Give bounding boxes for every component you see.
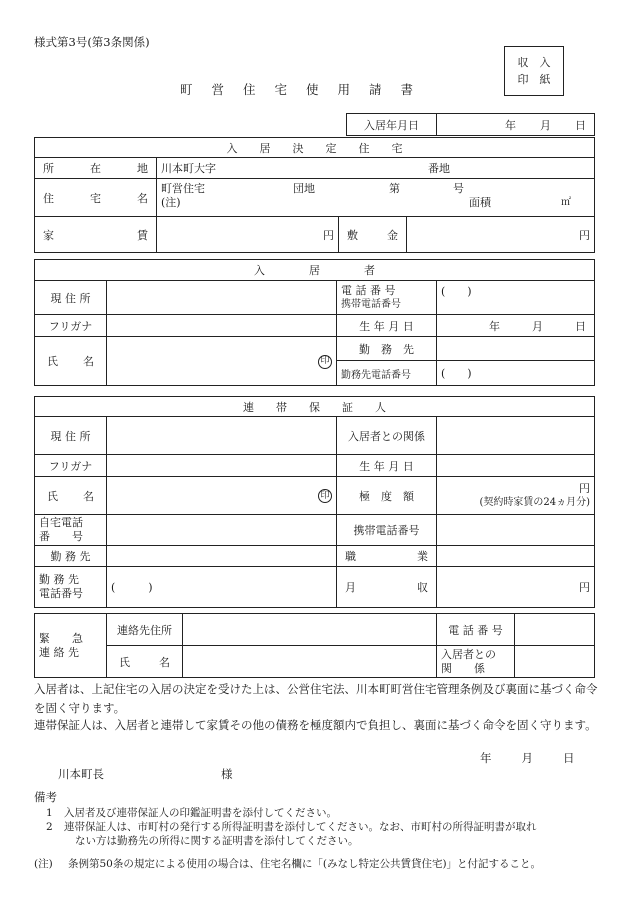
resident-name-label: 氏 名: [35, 337, 107, 386]
emergency-phone-label: 電 話 番 号: [437, 614, 515, 646]
resident-address-field[interactable]: [107, 281, 337, 315]
guarantor-limit-field[interactable]: [437, 477, 595, 515]
stamp-label-line2: 印 紙: [517, 73, 551, 86]
resident-seal-mark: 印: [318, 355, 332, 369]
resident-furigana-field[interactable]: [107, 315, 337, 337]
deposit-field[interactable]: [407, 217, 595, 253]
dai-label: 第: [389, 182, 400, 195]
note-2-line2: ない方は勤務先の所得に関する証明書を添付してください。: [75, 835, 359, 847]
emergency-name-label: 氏 名: [107, 646, 183, 678]
lot-number-label: 番地: [428, 162, 450, 175]
housing-prefix: 町営住宅: [161, 182, 205, 195]
rent-unit: 円: [323, 228, 334, 242]
stamp-label-line1: 収 入: [517, 56, 551, 69]
guarantor-home-phone-field[interactable]: [107, 515, 337, 546]
guarantor-home-phone-label: 自宅電話 番 号: [35, 515, 107, 546]
addressee-name: 川本町長: [58, 767, 104, 781]
move-in-date-label: 入居年月日: [347, 114, 437, 136]
guarantor-work-phone-label: 勤 務 先 電話番号: [35, 567, 107, 608]
rent-field[interactable]: [157, 217, 339, 253]
move-in-month-unit: 月: [540, 118, 551, 132]
note-2-number: 2: [46, 821, 53, 833]
area-unit: ㎡: [561, 197, 571, 208]
resident-work-phone-paren: ( ): [441, 367, 472, 380]
note-1: 入居者及び連帯保証人の印鑑証明書を添付してください。: [64, 807, 337, 819]
guarantor-name-label: 氏 名: [35, 477, 107, 515]
resident-name-field[interactable]: [107, 337, 337, 386]
resident-table: [34, 259, 595, 386]
note-2-line1: 連帯保証人は、市町村の発行する所得証明書を添付してください。なお、市町村の所得証明書が取れ: [64, 821, 537, 833]
guarantor-address-field[interactable]: [107, 417, 337, 455]
resident-phone-label: 電 話 番 号 携帯電話番号: [337, 281, 437, 315]
declaration-guarantor: 連帯保証人は、入居者と連帯して家賃その他の債務を極度額内で負担し、裏面に基づく命令を固く守ります。: [34, 718, 597, 732]
addressee-honorific: 様: [221, 767, 233, 781]
resident-phone-paren: ( ): [441, 285, 472, 298]
location-label: 所 在 地: [35, 158, 157, 179]
resident-heading: 入 居 者: [35, 260, 595, 281]
guarantor-mobile-field[interactable]: [437, 515, 595, 546]
resident-address-label: 現 住 所: [35, 281, 107, 315]
resident-birth-label: 生 年 月 日: [337, 315, 437, 337]
resident-work-label: 勤 務 先: [337, 337, 437, 361]
location-prefix: 川本町大字: [161, 162, 216, 175]
move-in-date-field[interactable]: [437, 114, 595, 136]
emergency-name-field[interactable]: [183, 646, 437, 678]
guarantor-table: [34, 396, 595, 608]
guarantor-limit-unit: 円: [579, 481, 590, 495]
guarantor-occupation-label: 職 業: [337, 546, 437, 567]
emergency-address-label: 連絡先住所: [107, 614, 183, 646]
housing-name-field[interactable]: [157, 179, 595, 217]
emergency-label: 緊 急 連 絡 先: [35, 614, 107, 678]
note-1-number: 1: [46, 807, 53, 819]
guarantor-income-label: 月 収: [337, 567, 437, 608]
resident-phone-field[interactable]: [437, 281, 595, 315]
guarantor-work-phone-field[interactable]: [107, 567, 337, 608]
guarantor-furigana-field[interactable]: [107, 455, 337, 477]
move-in-date-table: [346, 113, 595, 136]
guarantor-work-phone-paren: ( ): [111, 581, 153, 594]
emergency-phone-field[interactable]: [515, 614, 595, 646]
emergency-relation-label: 入居者との 関 係: [437, 646, 515, 678]
deposit-label: 敷 金: [339, 217, 407, 253]
resident-work-phone-label: 勤務先電話番号: [337, 361, 437, 386]
housing-note: (注): [161, 196, 181, 209]
footnote: 条例第50条の規定による使用の場合は、住宅名欄に「(みなし特定公共賃貸住宅)」と付記すること。: [68, 858, 542, 870]
go-label: 号: [453, 182, 464, 195]
guarantor-work-field[interactable]: [107, 546, 337, 567]
guarantor-name-field[interactable]: [107, 477, 337, 515]
guarantor-birth-label: 生 年 月 日: [337, 455, 437, 477]
resident-work-phone-field[interactable]: [437, 361, 595, 386]
guarantor-birth-field[interactable]: [437, 455, 595, 477]
notes-heading: 備考: [34, 790, 57, 804]
location-field[interactable]: [157, 158, 595, 179]
guarantor-relation-label: 入居者との関係: [337, 417, 437, 455]
guarantor-address-label: 現 住 所: [35, 417, 107, 455]
emergency-contact-table: [34, 613, 595, 678]
decision-housing-table: [34, 137, 595, 253]
declaration-resident: 入居者は、上記住宅の入居の決定を受けた上は、公営住宅法、川本町町営住宅管理条例及び裏面に基づく命令を固く守ります。: [34, 682, 598, 715]
move-in-year-unit: 年: [505, 118, 516, 132]
area-label: 面積: [469, 196, 491, 209]
move-in-day-unit: 日: [575, 118, 586, 132]
guarantor-seal-mark: 印: [318, 489, 332, 503]
emergency-relation-field[interactable]: [515, 646, 595, 678]
deposit-unit: 円: [579, 228, 590, 242]
decision-heading: 入 居 決 定 住 宅: [35, 138, 595, 158]
guarantor-limit-note: (契約時家賃の24ヵ月分): [479, 496, 590, 508]
rent-label: 家 賃: [35, 217, 157, 253]
guarantor-heading: 連 帯 保 証 人: [35, 397, 595, 417]
footnote-mark: (注): [34, 858, 53, 870]
resident-furigana-label: フリガナ: [35, 315, 107, 337]
guarantor-work-label: 勤 務 先: [35, 546, 107, 567]
guarantor-mobile-label: 携帯電話番号: [337, 515, 437, 546]
complex-label: 団地: [293, 182, 315, 195]
page-title: 町営住宅使用請書: [180, 82, 433, 97]
guarantor-occupation-field[interactable]: [437, 546, 595, 567]
emergency-address-field[interactable]: [183, 614, 437, 646]
resident-work-field[interactable]: [437, 337, 595, 361]
form-number: 様式第3号(第3条関係): [34, 35, 150, 49]
guarantor-income-field[interactable]: [437, 567, 595, 608]
guarantor-income-unit: 円: [579, 581, 590, 594]
revenue-stamp-box: [504, 46, 564, 96]
declaration-date: 年 月 日: [480, 751, 575, 765]
resident-birth-field[interactable]: 年 月 日: [437, 315, 595, 337]
housing-name-label: 住 宅 名: [35, 179, 157, 217]
guarantor-limit-label: 極 度 額: [337, 477, 437, 515]
guarantor-relation-field[interactable]: [437, 417, 595, 455]
guarantor-furigana-label: フリガナ: [35, 455, 107, 477]
